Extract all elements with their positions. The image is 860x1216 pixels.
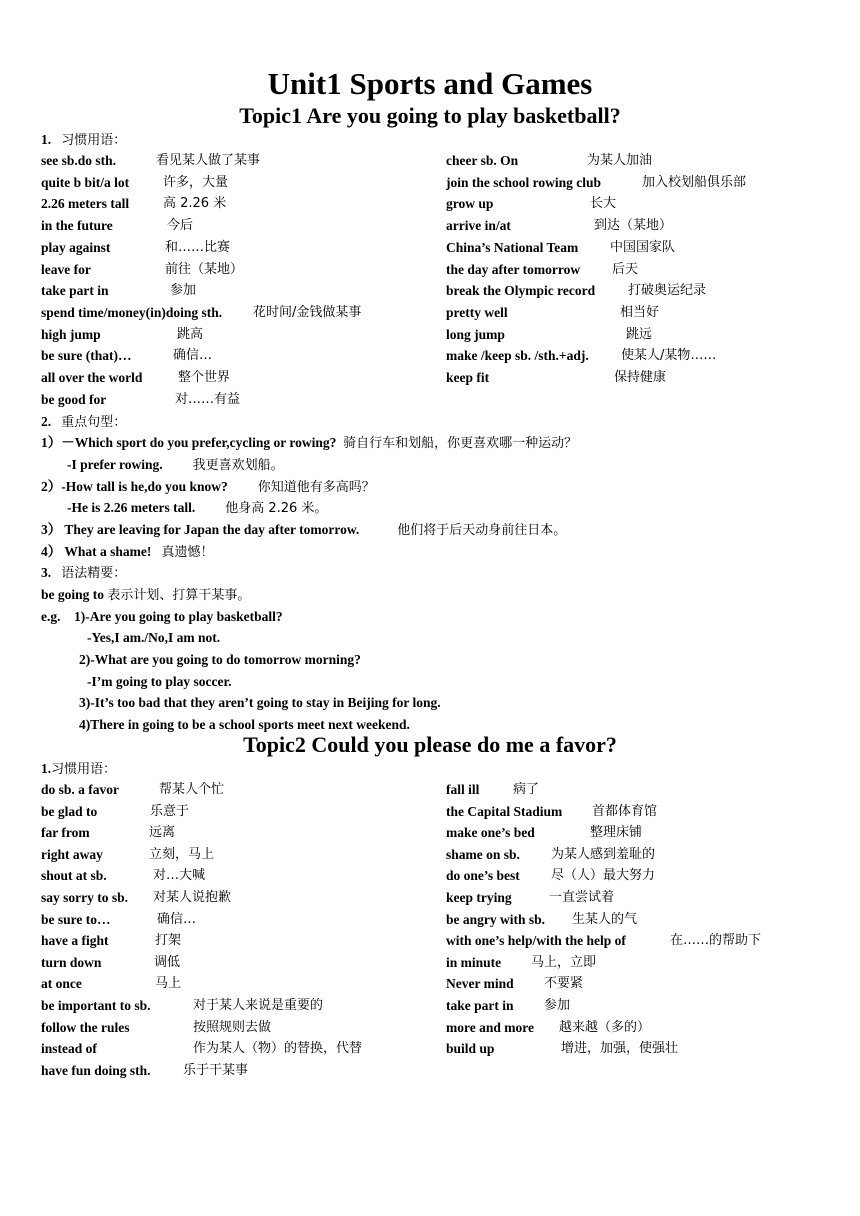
phrase-en-left: be sure (that)… xyxy=(41,348,132,364)
phrase-en-left: be important to sb. xyxy=(41,998,151,1013)
phrase-en-right: make /keep sb. /sth.+adj. xyxy=(446,348,589,364)
phrase-row xyxy=(0,326,860,344)
section-number: 3. xyxy=(41,565,52,580)
phrase-row xyxy=(0,1040,860,1058)
phrase-zh-left: 乐意于 xyxy=(150,803,190,819)
phrase-zh-left: 高 2.26 米 xyxy=(163,196,227,212)
phrase-zh-left: 作为某人（物）的替换，代替 xyxy=(193,1041,363,1057)
phrase-zh-right: 马上，立即 xyxy=(531,954,597,970)
phrase-en-right: be angry with sb. xyxy=(446,911,546,927)
phrase-zh-left: 调低 xyxy=(154,954,181,970)
section-label: 语法精要： xyxy=(61,566,127,581)
phrase-zh-right: 保持健康 xyxy=(614,370,667,385)
phrase-zh-right: 使某人/某物…… xyxy=(621,348,717,364)
phrase-en-left: have a fight xyxy=(41,933,109,949)
phrase-en-right: join the school rowing club xyxy=(446,174,602,190)
phrase-zh-left: 参加 xyxy=(170,283,197,299)
phrase-zh-right: 为某人加油 xyxy=(587,153,653,168)
phrase-zh-right: 中国国家队 xyxy=(610,239,676,255)
phrase-en-left: have fun doing sth. xyxy=(41,1062,151,1078)
phrase-zh-left: 看见某人做了某事 xyxy=(156,153,261,168)
sentence-2 xyxy=(41,478,375,497)
phrase-zh-right: 一直尝试着 xyxy=(549,890,615,905)
phrase-en-right: do one’s best xyxy=(446,868,520,884)
sentence-2b-en: -He is 2.26 meters tall. xyxy=(67,500,196,515)
phrase-en-right: arrive in/at xyxy=(446,218,511,234)
sentence-1 xyxy=(41,434,577,453)
phrase-en-right: take part in xyxy=(446,998,514,1013)
phrase-zh-right: 参加 xyxy=(544,998,571,1013)
phrase-en-left: quite b bit/a lot xyxy=(41,174,130,190)
phrase-row xyxy=(0,997,860,1015)
phrase-en-left: be glad to xyxy=(41,803,98,819)
phrase-en-right: shame on sb. xyxy=(446,846,520,862)
phrase-en-left: all over the world xyxy=(41,370,143,385)
phrase-row xyxy=(0,369,860,387)
phrase-row xyxy=(0,239,860,257)
phrase-en-right: cheer sb. On xyxy=(446,153,519,168)
phrase-zh-right: 整理床铺 xyxy=(590,825,643,841)
phrase-row xyxy=(0,781,860,799)
phrase-row xyxy=(0,846,860,864)
phrase-en-right: pretty well xyxy=(446,304,508,320)
phrase-row xyxy=(0,174,860,192)
phrase-en-right: China’s National Team xyxy=(446,239,579,255)
phrase-row xyxy=(0,391,860,409)
phrase-zh-left: 许多，大量 xyxy=(163,174,229,190)
phrase-zh-right: 相当好 xyxy=(620,304,660,320)
phrase-zh-right: 增进，加强，使强壮 xyxy=(561,1041,679,1057)
phrase-zh-left: 立刻，马上 xyxy=(149,846,215,862)
phrase-en-right: fall ill xyxy=(446,782,480,797)
section-number: 1. xyxy=(41,132,52,147)
phrase-row xyxy=(0,975,860,993)
phrase-en-left: be sure to… xyxy=(41,911,111,927)
phrase-en-left: right away xyxy=(41,846,103,862)
phrase-zh-left: 今后 xyxy=(167,218,194,234)
phrase-zh-left: 前往（某地） xyxy=(165,261,244,277)
example-1 xyxy=(41,608,283,626)
phrase-en-left: say sorry to sb. xyxy=(41,890,128,905)
phrase-zh-left: 对…大喊 xyxy=(153,868,206,884)
example-4: 4)There in going to be a school sports meet next weekend. xyxy=(79,717,410,732)
phrase-zh-right: 跳远 xyxy=(626,326,653,342)
phrase-en-left: play against xyxy=(41,239,111,255)
phrase-zh-right: 后天 xyxy=(612,261,639,277)
phrase-zh-left: 乐于干某事 xyxy=(183,1062,249,1078)
phrase-zh-right: 长大 xyxy=(590,196,617,212)
phrase-en-left: do sb. a favor xyxy=(41,782,120,797)
sentence-3 xyxy=(41,521,566,540)
phrase-en-left: high jump xyxy=(41,326,101,342)
phrase-en-right: with one’s help/with the help of xyxy=(446,933,626,949)
phrase-zh-left: 对……有益 xyxy=(175,391,241,407)
phrase-en-left: instead of xyxy=(41,1041,97,1057)
phrase-zh-right: 打破奥运纪录 xyxy=(628,283,707,299)
phrase-en-right: long jump xyxy=(446,326,505,342)
sentence-1-zh: 骑自行车和划船，你更喜欢哪一种运动？ xyxy=(343,436,578,451)
phrase-en-right: make one’s bed xyxy=(446,825,535,841)
sentence-1b xyxy=(67,456,284,475)
sentence-1b-zh: 我更喜欢划船。 xyxy=(192,458,284,473)
phrase-zh-left: 花时间/金钱做某事 xyxy=(253,304,362,320)
phrase-zh-right: 尽（人）最大努力 xyxy=(551,868,656,884)
sentence-4 xyxy=(41,543,214,562)
phrase-en-left: be good for xyxy=(41,391,107,407)
phrase-en-right: in minute xyxy=(446,954,502,970)
phrase-zh-right: 首都体育馆 xyxy=(592,803,658,819)
phrase-en-right: break the Olympic record xyxy=(446,283,596,299)
phrase-en-right: the Capital Stadium xyxy=(446,803,563,819)
topic1-title: Topic1 Are you going to play basketball? xyxy=(239,103,621,128)
phrase-zh-left: 跳高 xyxy=(177,326,204,342)
phrase-row xyxy=(0,932,860,950)
phrase-en-right: grow up xyxy=(446,196,494,212)
sentence-1b-en: -I prefer rowing. xyxy=(67,457,163,472)
phrase-zh-left: 远离 xyxy=(149,825,176,841)
phrase-row xyxy=(0,261,860,279)
sentence-1-en: 1）－Which sport do you prefer,cycling or rowing? xyxy=(41,435,337,450)
phrase-row xyxy=(0,195,860,213)
phrase-en-right: build up xyxy=(446,1041,495,1057)
sentence-4-en: 4） What a shame! xyxy=(41,544,152,559)
phrase-zh-right: 生某人的气 xyxy=(572,911,638,927)
phrase-zh-left: 确信… xyxy=(173,348,213,364)
topic1-section2-heading xyxy=(41,413,126,432)
phrase-row xyxy=(0,282,860,300)
phrase-en-left: at once xyxy=(41,976,82,992)
phrase-zh-left: 对于某人来说是重要的 xyxy=(193,998,324,1013)
topic1-section3-heading xyxy=(41,564,126,583)
phrase-en-left: spend time/money(in)doing sth. xyxy=(41,304,223,320)
phrase-zh-right: 加入校划船俱乐部 xyxy=(642,174,747,190)
phrase-en-left: leave for xyxy=(41,261,91,277)
phrase-zh-left: 确信… xyxy=(157,911,197,927)
topic2-section1-heading xyxy=(41,760,116,779)
phrase-en-left: follow the rules xyxy=(41,1019,130,1035)
phrase-en-right: more and more xyxy=(446,1019,534,1035)
phrase-row xyxy=(0,304,860,322)
phrase-zh-left: 和……比赛 xyxy=(165,239,231,255)
phrase-en-right: Never mind xyxy=(446,976,514,992)
example-1b: -Yes,I am./No,I am not. xyxy=(87,630,221,645)
section-number: 2. xyxy=(41,414,52,429)
phrase-en-left: see sb.do sth. xyxy=(41,153,117,168)
phrase-zh-left: 帮某人个忙 xyxy=(159,782,225,797)
grammar-rule-zh: 表示计划、打算干某事。 xyxy=(107,588,251,603)
example-2b: -I’m going to play soccer. xyxy=(87,674,232,689)
phrase-zh-left: 整个世界 xyxy=(178,370,231,385)
phrase-en-left: turn down xyxy=(41,954,102,970)
section-label: 重点句型： xyxy=(61,415,127,430)
phrase-row xyxy=(0,1019,860,1037)
phrase-row xyxy=(0,889,860,907)
phrase-zh-right: 到达（某地） xyxy=(594,218,673,234)
phrase-row xyxy=(0,347,860,365)
phrase-zh-right: 不要紧 xyxy=(544,976,584,992)
phrase-zh-right: 在……的帮助下 xyxy=(670,933,762,949)
page-title: Unit1 Sports and Games xyxy=(267,66,593,101)
phrase-en-left: 2.26 meters tall xyxy=(41,196,130,212)
topic2-title: Topic2 Could you please do me a favor? xyxy=(243,732,617,757)
phrase-en-right: the day after tomorrow xyxy=(446,261,581,277)
phrase-zh-right: 为某人感到羞耻的 xyxy=(551,846,656,862)
phrase-en-right: keep trying xyxy=(446,890,512,905)
example-label: e.g. xyxy=(41,609,61,624)
example-2: 2)-What are you going to do tomorrow morning? xyxy=(79,652,361,667)
section-number: 1. xyxy=(41,761,52,776)
phrase-zh-left: 按照规则去做 xyxy=(193,1019,272,1035)
section-label: 习惯用语： xyxy=(61,133,127,148)
phrase-en-right: keep fit xyxy=(446,370,490,385)
example-3: 3)-It’s too bad that they aren’t going to stay in Beijing for long. xyxy=(79,695,441,710)
sentence-3-zh: 他们将于后天动身前往日本。 xyxy=(397,523,567,538)
phrase-en-left: far from xyxy=(41,825,90,841)
phrase-zh-right: 病了 xyxy=(513,782,540,797)
phrase-row xyxy=(0,803,860,821)
topic1-section1-heading xyxy=(41,131,126,150)
phrase-row xyxy=(0,152,860,170)
sentence-4-zh: 真遗憾！ xyxy=(161,545,214,560)
phrase-row xyxy=(0,217,860,235)
sentence-3-en: 3） They are leaving for Japan the day after tomorrow. xyxy=(41,522,360,537)
sentence-2b xyxy=(67,499,327,518)
phrase-row xyxy=(0,954,860,972)
phrase-row xyxy=(0,824,860,842)
example-1-text: 1)-Are you going to play basketball? xyxy=(74,609,283,624)
phrase-en-left: in the future xyxy=(41,218,113,234)
sentence-2b-zh: 他身高 2.26 米。 xyxy=(225,501,328,516)
grammar-rule xyxy=(41,586,250,605)
grammar-rule-en: be going to xyxy=(41,587,105,602)
phrase-row xyxy=(0,1062,860,1080)
sentence-2-en: 2）-How tall is he,do you know? xyxy=(41,479,228,494)
phrase-zh-left: 打架 xyxy=(155,933,182,949)
phrase-row xyxy=(0,867,860,885)
section-label: 习惯用语： xyxy=(51,762,117,777)
phrase-zh-left: 对某人说抱歉 xyxy=(153,890,232,905)
phrase-en-left: shout at sb. xyxy=(41,868,107,884)
phrase-row xyxy=(0,911,860,929)
phrase-zh-right: 越来越（多的） xyxy=(559,1019,651,1035)
phrase-zh-left: 马上 xyxy=(155,976,182,992)
phrase-en-left: take part in xyxy=(41,283,109,299)
sentence-2-zh: 你知道他有多高吗？ xyxy=(257,480,375,495)
